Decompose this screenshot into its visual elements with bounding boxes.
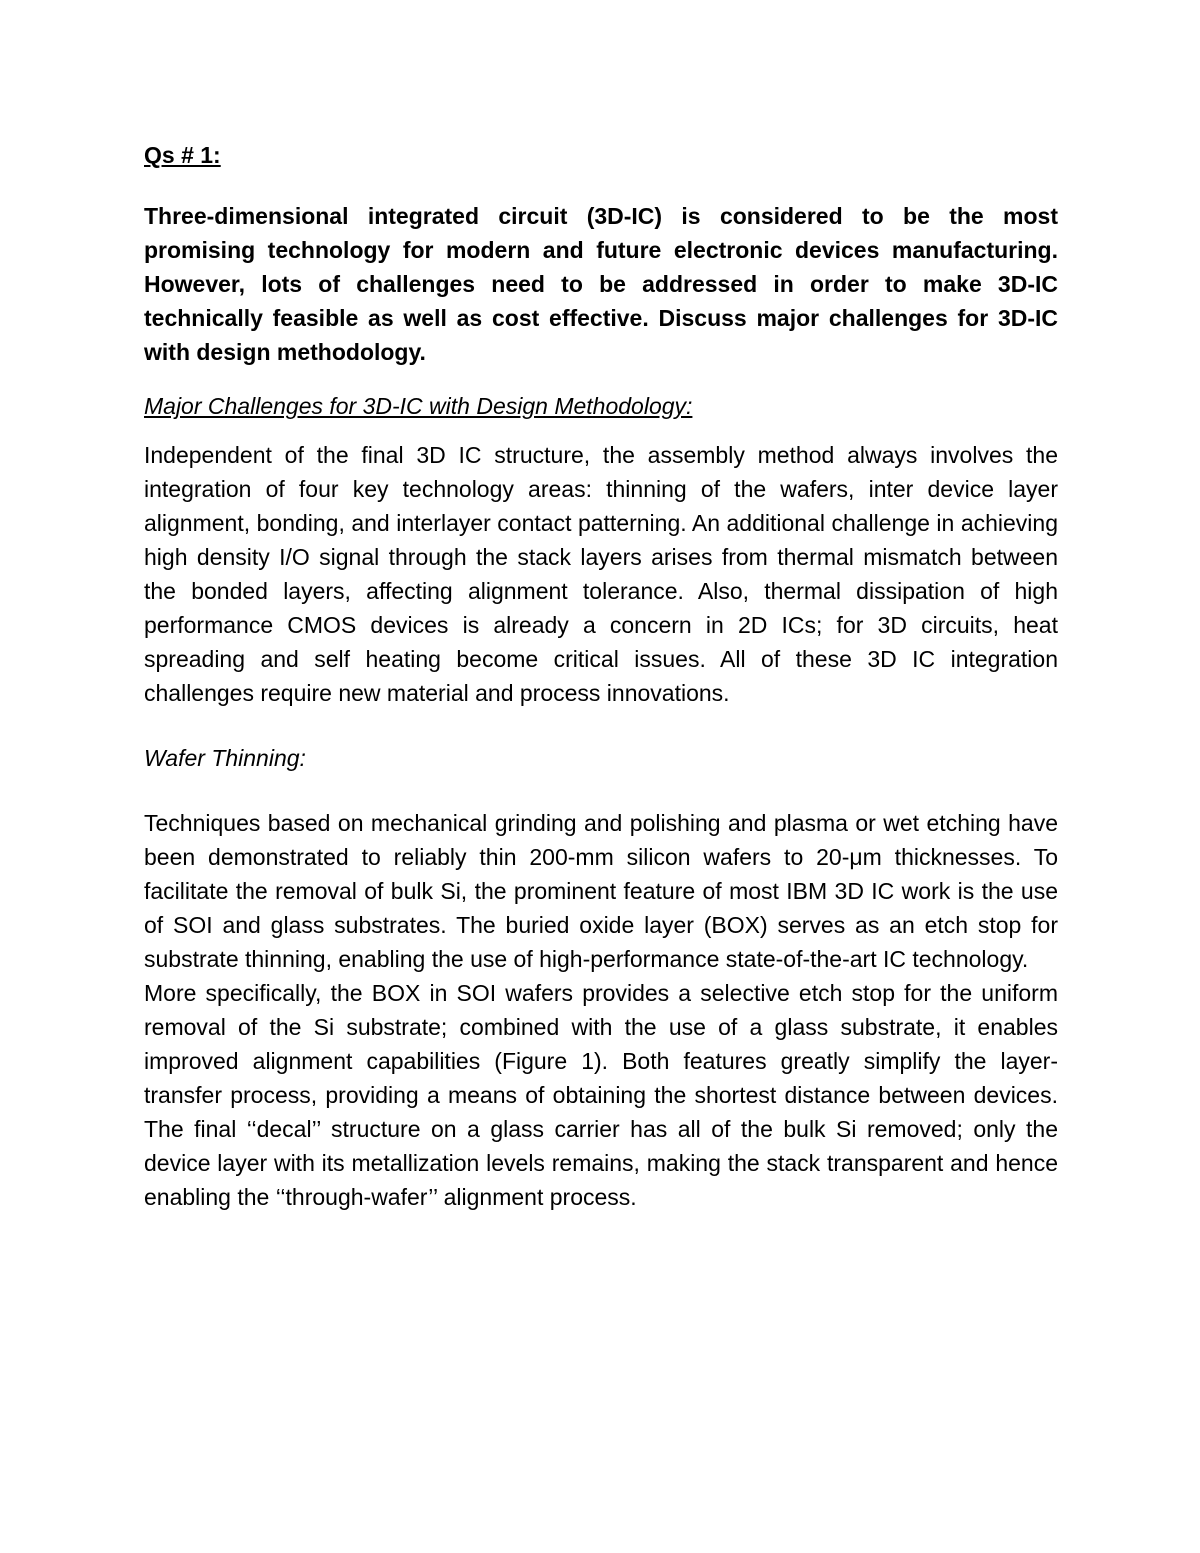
document-page — [144, 138, 1058, 1214]
section-heading-major-challenges: Major Challenges for 3D-IC with Design Methodology: — [144, 393, 693, 419]
intro-paragraph: Independent of the final 3D IC structure, the assembly method always involves the integration of four key technology areas: thinning of the wafers, inter device layer alignment, bonding, and interlayer contact patterning. An additional challenge in achieving high density I/O signal through the stack layers arises from thermal mismatch between the bonded layers, affecting alignment tolerance. Also, thermal dissipation of high performance CMOS devices is already a concern in 2D ICs; for 3D circuits, heat spreading and self heating become critical issues. All of these 3D IC integration challenges require new material and process innovations. — [144, 442, 1058, 706]
question-label: Qs # 1: — [144, 142, 221, 168]
question-text: Three-dimensional integrated circuit (3D-IC) is considered to be the most promising technology for modern and future electronic devices manufacturing. However, lots of challenges need to be addressed in order to make 3D-IC technically feasible as well as cost effective. Discuss major challenges for 3D-IC with design methodology. — [144, 203, 1058, 365]
section-heading-wafer-thinning: Wafer Thinning: — [144, 745, 306, 771]
wafer-thinning-paragraph-1: Techniques based on mechanical grinding and polishing and plasma or wet etching have been demonstrated to reliably thin 200-mm silicon wafers to 20-μm thicknesses. To facilitate the removal of bulk Si, the prominent feature of most IBM 3D IC work is the use of SOI and glass substrates. The buried oxide layer (BOX) serves as an etch stop for substrate thinning, enabling the use of high-performance state-of-the-art IC technology. — [144, 810, 1058, 972]
wafer-thinning-paragraph-2: More specifically, the BOX in SOI wafers provides a selective etch stop for the uniform removal of the Si substrate; combined with the use of a glass substrate, it enables improved alignment capabilities (Figure 1). Both features greatly simplify the layer-transfer process, providing a means of obtaining the shortest distance between devices. The final ‘‘decal’’ structure on a glass carrier has all of the bulk Si removed; only the device layer with its metallization levels remains, making the stack transparent and hence enabling the ‘‘through-wafer’’ alignment process. — [144, 980, 1058, 1210]
